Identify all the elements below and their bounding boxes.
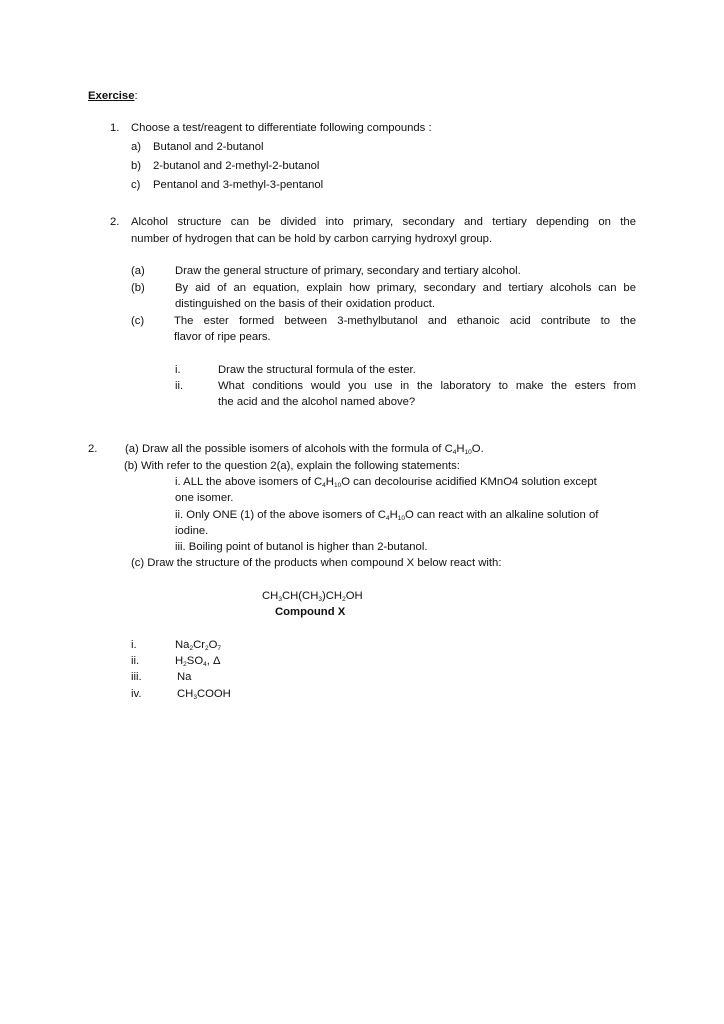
q2-a-text: Draw the general structure of primary, secondary and tertiary alcohol. xyxy=(175,265,521,277)
q3-c-text: (c) Draw the structure of the products when compound X below react with: xyxy=(131,557,502,569)
q3-b-ii-line1: ii. Only ONE (1) of the above isomers of $C_4H_{10}O$ can react with an alkaline solution of xyxy=(175,509,599,522)
q1-number: 1. xyxy=(110,122,120,134)
compound-label: Compound X xyxy=(275,606,346,618)
q2-sub-ii-line2: the acid and the alcohol named above? xyxy=(218,396,416,408)
q2-sub-ii-line1: What conditions would you use in the laboratory to make the esters from xyxy=(218,380,636,392)
reagent-formula: $Na_2Cr_2O_7$ xyxy=(175,639,222,652)
q2-intro-line1: Alcohol structure can be divided into primary, secondary and tertiary depending on the xyxy=(131,216,636,228)
reagent-label: ii. xyxy=(131,655,140,667)
q2-b-line2: distinguished on the basis of their oxidation product. xyxy=(175,298,435,310)
exercise-heading: Exercise: xyxy=(88,90,138,102)
q1-item-text: 2-butanol and 2-methyl-2-butanol xyxy=(153,160,320,172)
q2-c-line1: The ester formed between 3-methylbutanol and ethanoic acid contribute to the xyxy=(174,315,636,327)
q1-item-label: b) xyxy=(131,160,142,172)
q2-b-line1: By aid of an equation, explain how primary, secondary and tertiary alcohols can be xyxy=(175,282,636,294)
q1-item-text: Butanol and 2-butanol xyxy=(153,141,264,153)
q2-sub-ii-label: ii. xyxy=(175,380,184,392)
reagent-formula: Na xyxy=(177,671,192,683)
reagent-formula: $CH_3COOH$ xyxy=(177,688,231,701)
q3-number: 2. xyxy=(88,443,98,455)
q3-b-i-line1: i. ALL the above isomers of $C_4H_{10}O$ can decolourise acidified KMnO4 solution except xyxy=(175,476,597,489)
q1-item-label: c) xyxy=(131,179,141,191)
reagent-label: iii. xyxy=(131,671,142,683)
q2-intro-line2: number of hydrogen that can be hold by carbon carrying hydroxyl group. xyxy=(131,233,493,245)
reagent-label: i. xyxy=(131,639,137,651)
q3-b-intro: (b) With refer to the question 2(a), explain the following statements: xyxy=(124,460,460,472)
exercise-title: Exercise xyxy=(88,90,135,102)
q2-c-line2: flavor of ripe pears. xyxy=(174,331,271,343)
compound-formula: $CH_3CH(CH_3)CH_2OH$ xyxy=(262,590,363,603)
reagent-label: iv. xyxy=(131,688,142,700)
q1-item-text: Pentanol and 3-methyl-3-pentanol xyxy=(153,179,324,191)
q2-sub-i-label: i. xyxy=(175,364,181,376)
q2-c-label: (c) xyxy=(131,315,145,327)
q3-b-i-line2: one isomer. xyxy=(175,492,234,504)
q3-b-ii-line2: iodine. xyxy=(175,525,209,537)
q2-number: 2. xyxy=(110,216,120,228)
q3-a-text: (a) Draw all the possible isomers of alcohols with the formula of $C_4H_{10}O$. xyxy=(125,443,484,456)
q1-item-label: a) xyxy=(131,141,142,153)
q1-text: Choose a test/reagent to differentiate following compounds : xyxy=(131,122,432,134)
q2-a-label: (a) xyxy=(131,265,145,277)
reagent-formula: $H_2SO_4$, Δ xyxy=(175,655,221,668)
q3-b-iii: iii. Boiling point of butanol is higher than 2-butanol. xyxy=(175,541,428,553)
q2-sub-i-text: Draw the structural formula of the ester. xyxy=(218,364,416,376)
q2-b-label: (b) xyxy=(131,282,145,294)
